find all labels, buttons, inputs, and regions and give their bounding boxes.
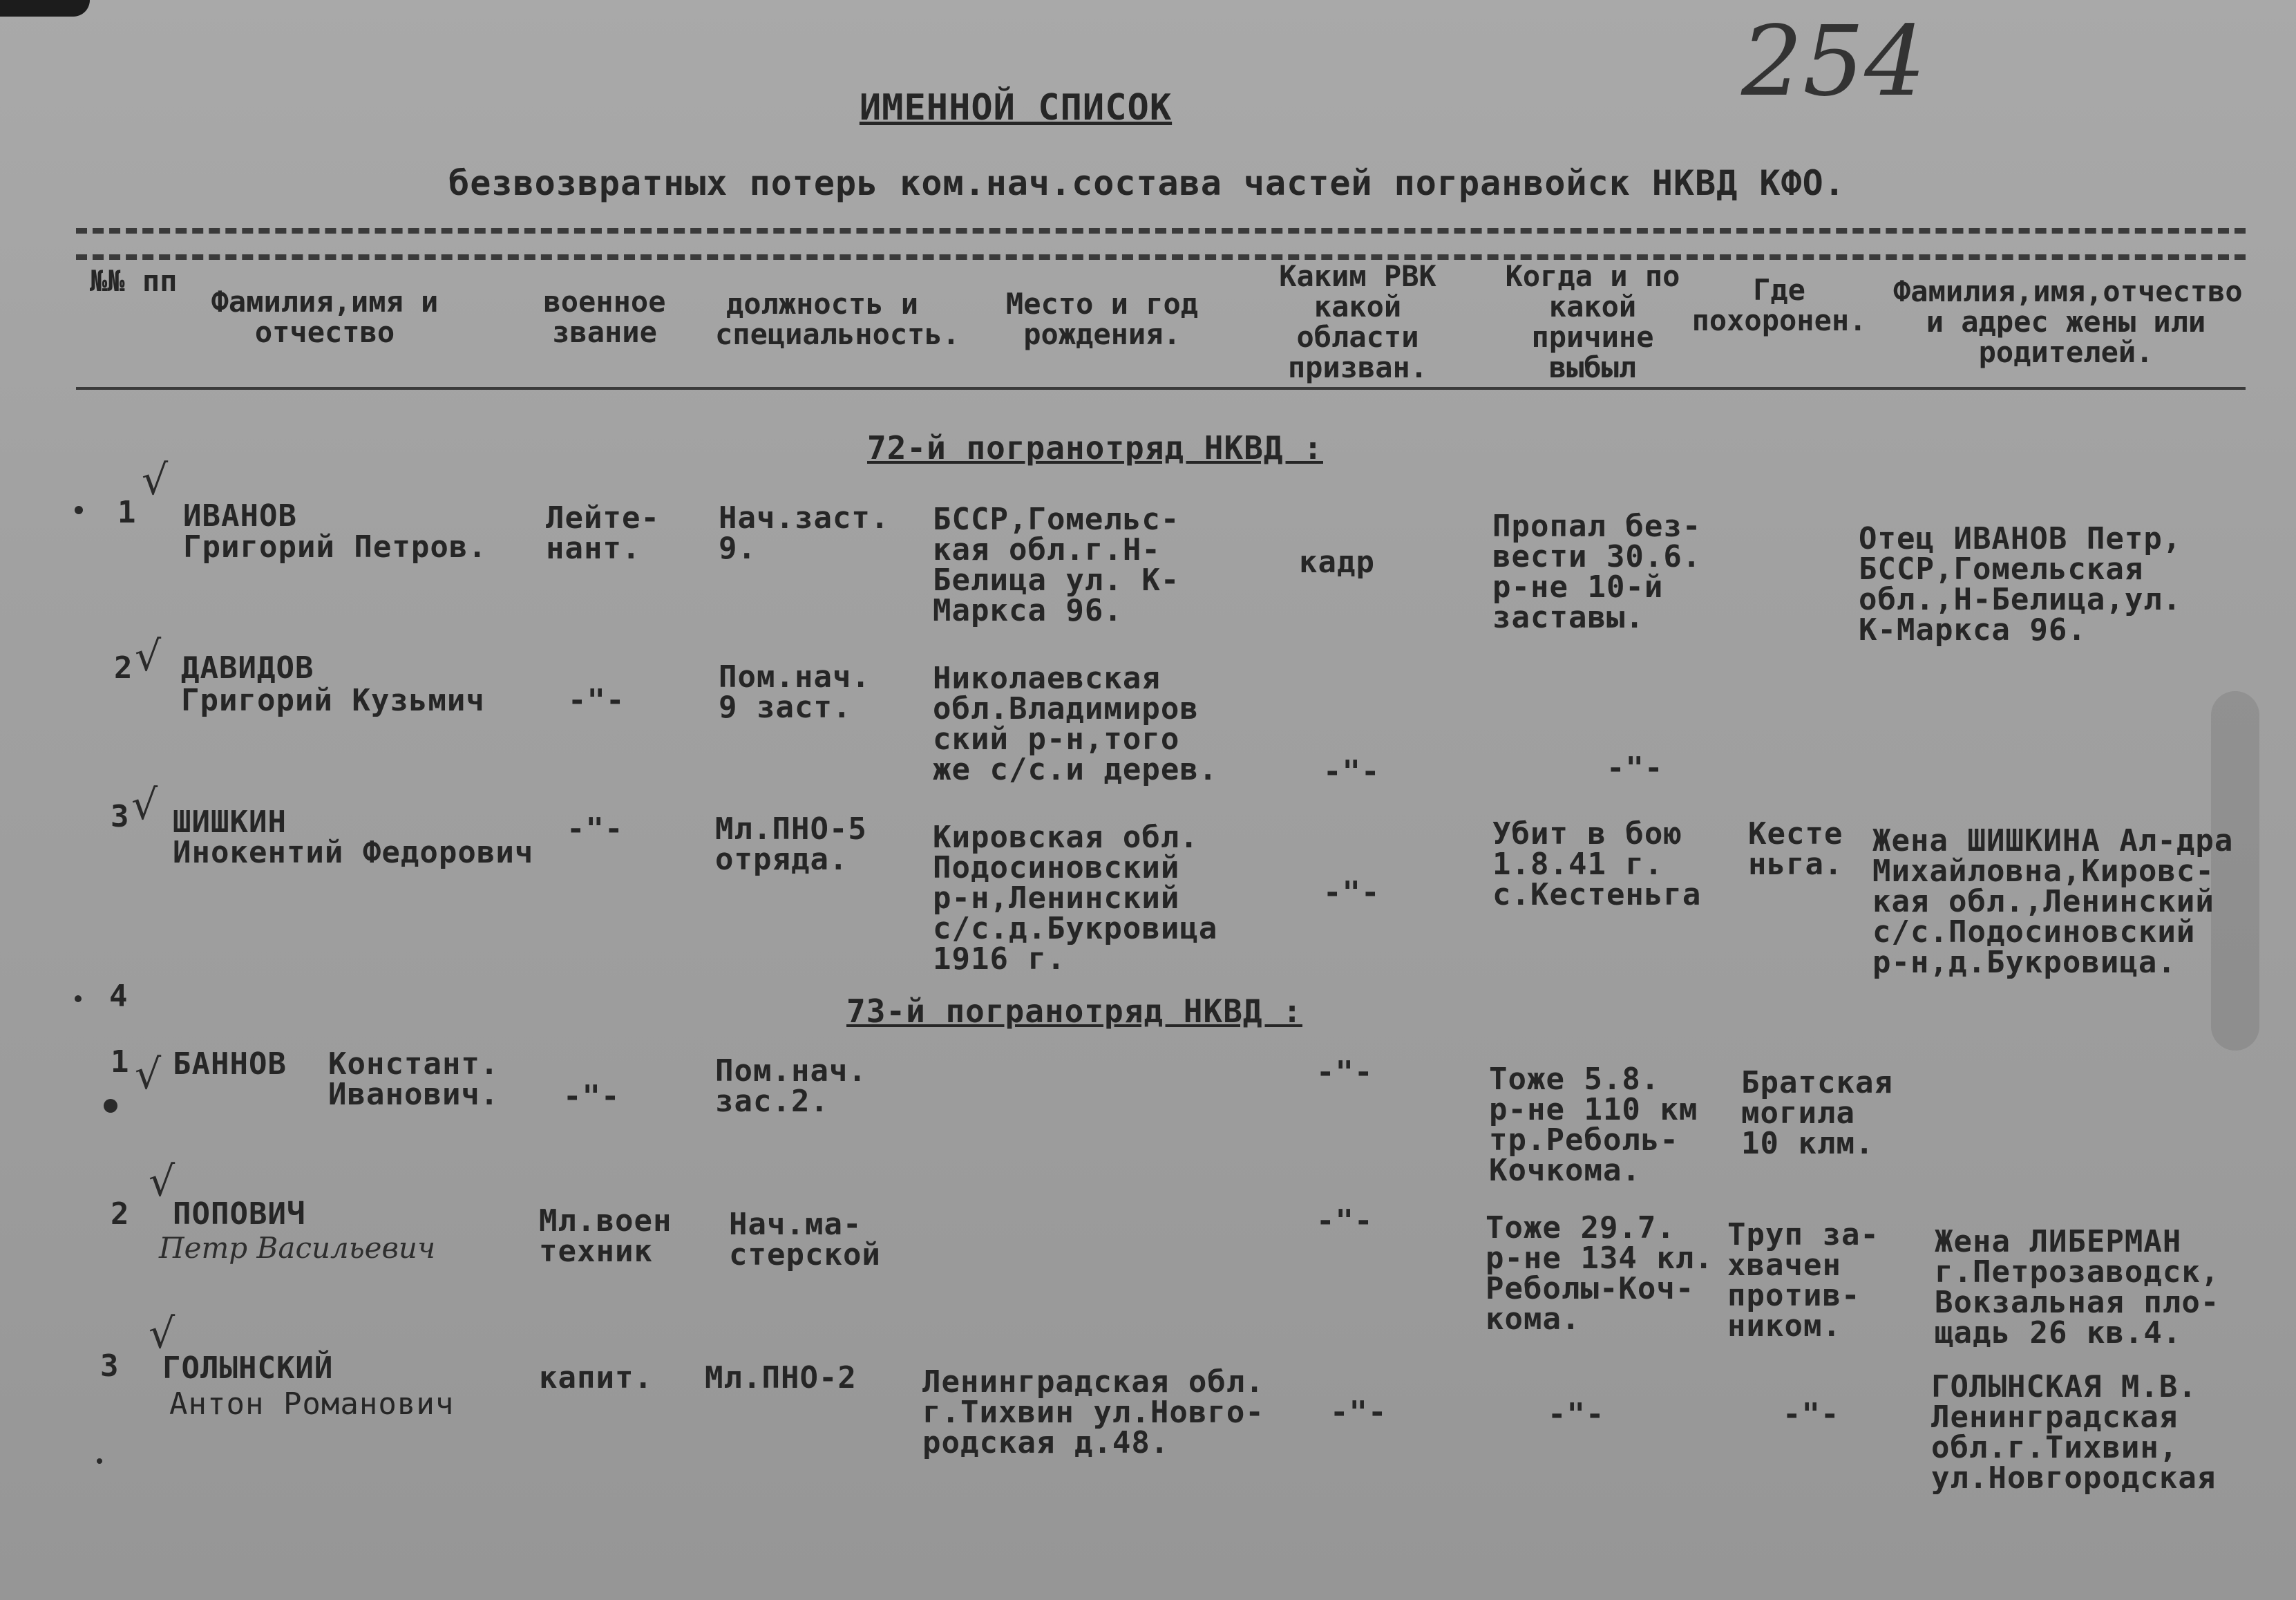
- document-subtitle: безвозвратных потерь ком.нач.состава частей погранвойск НКВД КФО.: [448, 163, 1846, 203]
- person-loss-reason: Тоже 29.7. р-не 134 кл. Реболы-Коч- кома.: [1486, 1210, 1714, 1337]
- person-surname: ГОЛЫНСКИЙ: [162, 1350, 334, 1386]
- row-number: 1: [117, 495, 136, 530]
- person-given-names: Антон Романович: [169, 1386, 455, 1422]
- top-rule-1: [76, 228, 2246, 234]
- person-surname: ПОПОВИЧ: [173, 1196, 306, 1232]
- person-position: Нач.ма- стерской: [729, 1207, 881, 1272]
- person-birthplace: БССР,Гомельс- кая обл.г.Н- Белица ул. К- Маркса 96.: [933, 502, 1180, 628]
- column-header-position: должность и специальность.: [715, 287, 960, 351]
- person-next-of-kin: ГОЛЫНСКАЯ М.В. Ленинградская обл.г.Тихвин, ул.Новгородская: [1931, 1369, 2217, 1496]
- row-number: 3: [111, 799, 129, 834]
- section-heading-73: 73-й погранотряд НКВД :: [846, 992, 1302, 1030]
- person-rvk: -"-: [1316, 1055, 1374, 1090]
- person-rank: -"-: [563, 1079, 620, 1114]
- column-header-buried: Где похоронен.: [1691, 273, 1867, 337]
- handwritten-given-names: Петр Васильевич: [159, 1231, 436, 1265]
- folio-number: 254: [1741, 6, 1926, 118]
- person-burial-place: Братская могила 10 клм.: [1741, 1065, 1893, 1161]
- person-surname: ИВАНОВ: [183, 498, 297, 534]
- margin-dot: [75, 995, 82, 1002]
- person-burial-place: -"-: [1783, 1397, 1840, 1432]
- person-surname: ДАВИДОВ: [181, 650, 314, 686]
- person-loss-reason: -"-: [1548, 1397, 1605, 1432]
- column-header-kin: Фамилия,имя,отчество и адрес жены или родителей.: [1893, 274, 2243, 369]
- person-burial-place: Кесте ньга.: [1748, 816, 1843, 882]
- person-next-of-kin: Жена ЛИБЕРМАН г.Петрозаводск, Вокзальная пло- щадь 26 кв.4.: [1935, 1224, 2220, 1350]
- person-position: Мл.ПНО-5 отряда.: [715, 811, 867, 877]
- check-mark-icon: √: [135, 632, 162, 681]
- person-surname: ШИШКИН: [173, 804, 287, 840]
- column-header-name: Фамилия,имя и отчество: [211, 285, 439, 349]
- row-number: 3: [100, 1348, 119, 1384]
- check-mark-icon: √: [131, 781, 158, 829]
- person-rank: капит.: [539, 1360, 653, 1395]
- person-rank: -"-: [567, 811, 624, 847]
- column-header-reason: Когда и по какой причине выбыл: [1505, 259, 1680, 384]
- row-number: 2: [114, 650, 133, 686]
- row-number: 2: [111, 1196, 129, 1232]
- person-position: Пом.нач. зас.2.: [715, 1053, 867, 1119]
- person-birthplace: Ленинградская обл. г.Тихвин ул.Новго- родская д.48.: [922, 1364, 1264, 1460]
- column-header-rank: военное звание: [543, 285, 666, 349]
- person-position: Пом.нач. 9 заст.: [719, 659, 871, 725]
- person-position: Мл.ПНО-2: [705, 1360, 857, 1395]
- scan-corner-shadow: [0, 0, 90, 17]
- person-given-names: Григорий Петров.: [183, 529, 487, 565]
- person-rvk: -"-: [1316, 1203, 1374, 1239]
- person-given-names: Констант. Иванович.: [328, 1046, 500, 1112]
- margin-number: 4: [109, 979, 128, 1014]
- person-loss-reason: Убит в бою 1.8.41 г. с.Кестеньга: [1492, 816, 1702, 912]
- column-header-birthplace: Место и год рождения.: [1005, 287, 1199, 351]
- person-loss-reason: Пропал без- вести 30.6. р-не 10-й заставы.: [1492, 509, 1702, 635]
- person-rank: Мл.воен техник: [539, 1203, 672, 1269]
- person-given-names: Григорий Кузьмич: [181, 683, 485, 718]
- margin-blot: [104, 1099, 117, 1113]
- person-given-names: Инокентий Федорович: [173, 835, 534, 870]
- person-rvk: -"-: [1323, 754, 1381, 789]
- person-rvk: -"-: [1330, 1395, 1387, 1430]
- row-number: 1: [111, 1044, 129, 1080]
- person-next-of-kin: Жена ШИШКИНА Ал-дра Михайловна,Кировс- кая обл.,Ленинский с/с.Подосиновский р-н,д.Букровица.: [1872, 823, 2234, 980]
- column-header-number: №№ пп: [90, 264, 178, 298]
- person-position: Нач.заст. 9.: [719, 500, 890, 566]
- top-rule-2: [76, 254, 2246, 260]
- check-mark-icon: √: [149, 1310, 175, 1358]
- person-rvk: -"-: [1323, 875, 1381, 910]
- person-rank: -"-: [568, 683, 625, 718]
- person-birthplace: Николаевская обл.Владимиров ский р-н,того же с/с.и дерев.: [933, 661, 1218, 787]
- margin-dot: [97, 1458, 102, 1464]
- column-header-rvk: Каким РВК какой области призван.: [1279, 259, 1436, 384]
- check-mark-icon: √: [135, 1051, 162, 1099]
- section-heading-72: 72-й погранотряд НКВД :: [867, 429, 1323, 467]
- person-rvk: кадр: [1299, 545, 1375, 580]
- person-loss-reason: Тоже 5.8. р-не 110 км тр.Реболь- Кочкома.: [1489, 1062, 1698, 1188]
- document-title: ИМЕННОЙ СПИСОК: [859, 87, 1173, 129]
- person-burial-place: Труп за- хвачен против- ником.: [1727, 1217, 1879, 1344]
- person-loss-reason: -"-: [1606, 751, 1664, 786]
- person-rank: Лейте- нант.: [546, 500, 660, 566]
- check-mark-icon: √: [149, 1158, 175, 1206]
- margin-dot: [75, 506, 83, 514]
- header-bottom-rule: [76, 387, 2246, 390]
- person-surname: БАННОВ: [173, 1046, 287, 1082]
- check-mark-icon: √: [142, 456, 169, 505]
- person-birthplace: Кировская обл. Подосиновский р-н,Ленинский с/с.д.Букровица 1916 г.: [933, 820, 1218, 977]
- person-next-of-kin: Отец ИВАНОВ Петр, БССР,Гомельская обл.,Н-Белица,ул. К-Маркса 96.: [1859, 521, 2182, 648]
